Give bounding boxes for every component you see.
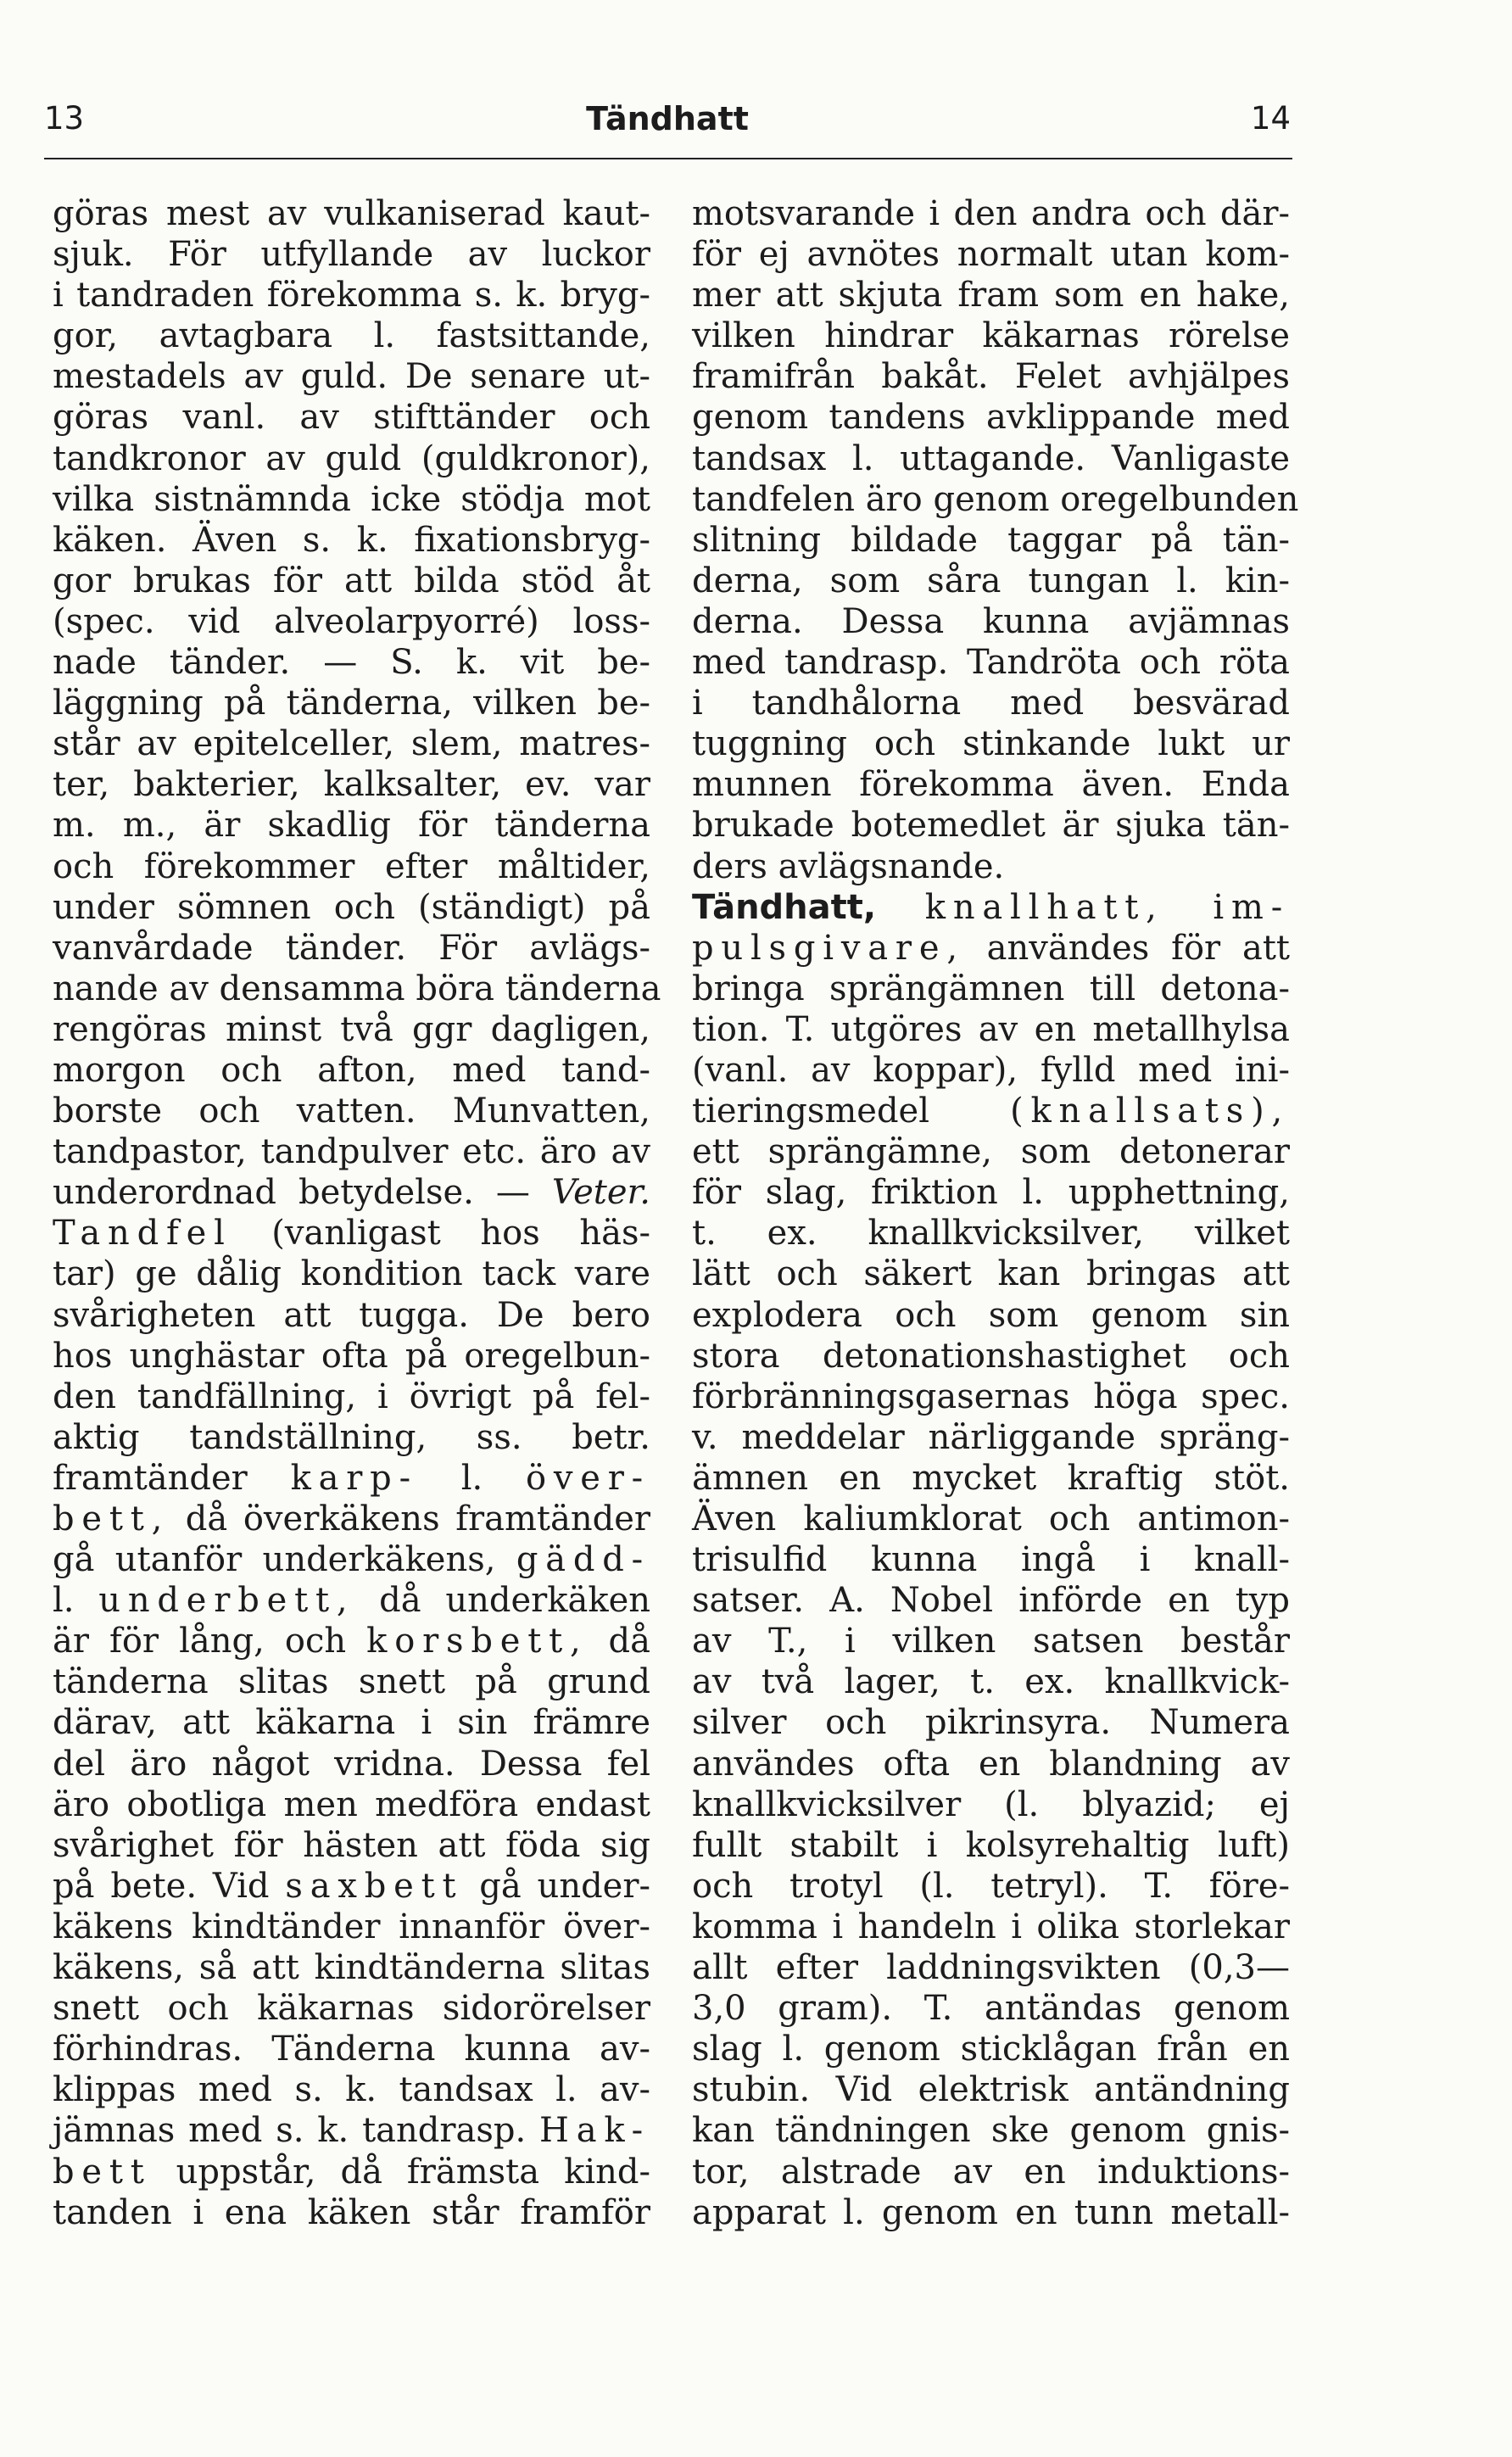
text-line: för ej avnötes normalt utan kom- bbox=[692, 235, 1290, 275]
text-line: explodera och som genom sin bbox=[692, 1295, 1290, 1335]
text-line: genom tandens avklippande med bbox=[692, 398, 1290, 438]
text-line: munnen förekomma även. Enda bbox=[692, 765, 1290, 805]
text-line: tandkronor av guld (guldkronor), bbox=[53, 438, 650, 478]
text-line: (spec. vid alveolarpyorré) loss- bbox=[53, 601, 650, 641]
text-line: i tandraden förekomma s. k. bryg- bbox=[53, 276, 650, 316]
text-line: vanvårdade tänder. För avlägs- bbox=[53, 928, 650, 968]
text-line: fullt stabilt i kolsyrehaltig luft) bbox=[692, 1825, 1290, 1865]
text-line: av två lager, t. ex. knallkvick- bbox=[692, 1662, 1290, 1702]
text-line: 3,0 gram). T. antändas genom bbox=[692, 1989, 1290, 2029]
text-line: bett, då överkäkens framtänder bbox=[53, 1499, 650, 1538]
text-line: göras vanl. av stifttänder och bbox=[53, 398, 650, 438]
text-line: gå utanför underkäkens, gädd- bbox=[53, 1540, 650, 1580]
text-line: (vanl. av koppar), fylld med ini- bbox=[692, 1050, 1290, 1090]
text-line: på bete. Vid saxbett gå under- bbox=[53, 1866, 650, 1906]
text-line: underordnad betydelse. — Veter. bbox=[53, 1173, 650, 1213]
text-line: bett uppstår, då främsta kind- bbox=[53, 2152, 650, 2192]
text-line: motsvarande i den andra och där- bbox=[692, 194, 1290, 233]
text-line: knallkvicksilver (l. blyazid; ej bbox=[692, 1784, 1290, 1824]
text-line: trisulfid kunna ingå i knall- bbox=[692, 1540, 1290, 1580]
text-line: silver och pikrinsyra. Numera bbox=[692, 1703, 1290, 1743]
text-line: för slag, friktion l. upphettning, bbox=[692, 1173, 1290, 1213]
text-line: i tandhålorna med besvärad bbox=[692, 684, 1290, 723]
text-line: ders avlägsnande. bbox=[692, 846, 1005, 886]
page-number-right: 14 bbox=[1250, 100, 1291, 137]
text-line: komma i handeln i olika storlekar bbox=[692, 1907, 1290, 1946]
text-line: framtänder karp- l. över- bbox=[53, 1458, 650, 1498]
text-line: läggning på tänderna, vilken be- bbox=[53, 684, 650, 723]
text-line: borste och vatten. Munvatten, bbox=[53, 1092, 650, 1131]
text-line: göras mest av vulkaniserad kaut- bbox=[53, 194, 650, 233]
text-line: nade tänder. — S. k. vit be- bbox=[53, 643, 650, 683]
text-line: hos unghästar ofta på oregelbun- bbox=[53, 1336, 650, 1376]
text-line: derna. Dessa kunna avjämnas bbox=[692, 601, 1290, 641]
text-line: står av epitelceller, slem, matres- bbox=[53, 724, 650, 764]
text-line: snett och käkarnas sidorörelser bbox=[53, 1989, 650, 2029]
text-line: v. meddelar närliggande spräng- bbox=[692, 1417, 1290, 1457]
text-line: mestadels av guld. De senare ut- bbox=[53, 357, 650, 397]
text-line: av T., i vilken satsen består bbox=[692, 1622, 1290, 1661]
text-line: vilken hindrar käkarnas rörelse bbox=[692, 316, 1290, 356]
text-line: morgon och afton, med tand- bbox=[53, 1050, 650, 1090]
text-line: tion. T. utgöres av en metallhylsa bbox=[692, 1009, 1290, 1049]
text-line: kan tändningen ske genom gnis- bbox=[692, 2111, 1290, 2151]
text-line: brukade botemedlet är sjuka tän- bbox=[692, 806, 1290, 846]
text-line: förhindras. Tänderna kunna av- bbox=[53, 2030, 650, 2069]
text-line: l. underbett, då underkäken bbox=[53, 1581, 650, 1621]
text-line: pulsgivare, användes för att bbox=[692, 928, 1290, 968]
text-line: tor, alstrade av en induktions- bbox=[692, 2152, 1290, 2192]
page-number-left: 13 bbox=[44, 100, 85, 137]
text-line: tandpastor, tandpulver etc. äro av bbox=[53, 1132, 650, 1172]
text-line: bringa sprängämnen till detona- bbox=[692, 969, 1290, 1008]
text-line: aktig tandställning, ss. betr. bbox=[53, 1417, 650, 1457]
text-line: derna, som såra tungan l. kin- bbox=[692, 561, 1290, 600]
text-line: och förekommer efter måltider, bbox=[53, 846, 650, 886]
text-line: framifrån bakåt. Felet avhjälpes bbox=[692, 357, 1290, 397]
right-column bbox=[692, 193, 1299, 2233]
text-line: med tandrasp. Tandröta och röta bbox=[692, 643, 1290, 683]
text-line: t. ex. knallkvicksilver, vilket bbox=[692, 1214, 1290, 1254]
page-header bbox=[44, 100, 1291, 151]
text-line: ämnen en mycket kraftig stöt. bbox=[692, 1458, 1290, 1498]
text-line: vilka sistnämnda icke stödja mot bbox=[53, 479, 650, 519]
text-line: tar) ge dålig kondition tack vare bbox=[53, 1254, 650, 1294]
text-line: sjuk. För utfyllande av luckor bbox=[53, 235, 650, 275]
left-column bbox=[53, 193, 661, 2233]
text-line: äro obotliga men medföra endast bbox=[53, 1784, 650, 1824]
text-line: slag l. genom sticklågan från en bbox=[692, 2030, 1290, 2069]
text-line: och trotyl (l. tetryl). T. före- bbox=[692, 1866, 1290, 1906]
text-line: är för lång, och korsbett, då bbox=[53, 1622, 650, 1661]
running-head-title: Tändhatt bbox=[586, 100, 749, 137]
text-line: förbränningsgasernas höga spec. bbox=[692, 1376, 1290, 1416]
text-line: därav, att käkarna i sin främre bbox=[53, 1703, 650, 1743]
text-line: jämnas med s. k. tandrasp. Hak- bbox=[53, 2111, 650, 2151]
text-line: ett sprängämne, som detonerar bbox=[692, 1132, 1290, 1172]
text-line: ter, bakterier, kalksalter, ev. var bbox=[53, 765, 650, 805]
header-rule bbox=[44, 158, 1292, 159]
text-line: käkens, så att kindtänderna slitas bbox=[53, 1948, 650, 1988]
text-line: apparat l. genom en tunn metall- bbox=[692, 2192, 1290, 2232]
text-line: Tandfel (vanligast hos häs- bbox=[53, 1214, 650, 1254]
text-line: tuggning och stinkande lukt ur bbox=[692, 724, 1290, 764]
text-line: Även kaliumklorat och antimon- bbox=[692, 1499, 1290, 1538]
text-line: käken. Även s. k. fixationsbryg- bbox=[53, 520, 650, 560]
text-line: klippas med s. k. tandsax l. av- bbox=[53, 2070, 650, 2110]
text-line: stora detonationshastighet och bbox=[692, 1336, 1290, 1376]
text-line: tanden i ena käken står framför bbox=[53, 2192, 650, 2232]
text-line: tieringsmedel (knallsats), bbox=[692, 1092, 1290, 1131]
text-line: svårighet för hästen att föda sig bbox=[53, 1825, 650, 1865]
text-line: del äro något vridna. Dessa fel bbox=[53, 1744, 650, 1784]
text-line: under sömnen och (ständigt) på bbox=[53, 887, 650, 927]
text-line: användes ofta en blandning av bbox=[692, 1744, 1290, 1784]
text-line: käkens kindtänder innanför över- bbox=[53, 1907, 650, 1946]
text-line: tänderna slitas snett på grund bbox=[53, 1662, 650, 1702]
text-line: mer att skjuta fram som en hake, bbox=[692, 276, 1290, 316]
text-line: nande av densamma böra tänderna bbox=[53, 969, 661, 1008]
text-line: gor brukas för att bilda stöd åt bbox=[53, 561, 650, 600]
text-line: den tandfällning, i övrigt på fel- bbox=[53, 1376, 650, 1416]
text-line: satser. A. Nobel införde en typ bbox=[692, 1581, 1290, 1621]
text-line: rengöras minst två ggr dagligen, bbox=[53, 1009, 650, 1049]
text-line: m. m., är skadlig för tänderna bbox=[53, 806, 650, 846]
text-line: slitning bildade taggar på tän- bbox=[692, 520, 1290, 560]
text-line: tandfelen äro genom oregelbunden bbox=[692, 479, 1299, 519]
text-line: stubin. Vid elektrisk antändning bbox=[692, 2070, 1290, 2110]
text-line: Tändhatt, knallhatt, im- bbox=[692, 887, 1291, 927]
text-line: allt efter laddningsvikten (0,3— bbox=[692, 1948, 1290, 1988]
text-line: gor, avtagbara l. fastsittande, bbox=[53, 316, 650, 356]
text-line: svårigheten att tugga. De bero bbox=[53, 1295, 650, 1335]
text-line: lätt och säkert kan bringas att bbox=[692, 1254, 1290, 1294]
text-line: tandsax l. uttagande. Vanligaste bbox=[692, 438, 1290, 478]
